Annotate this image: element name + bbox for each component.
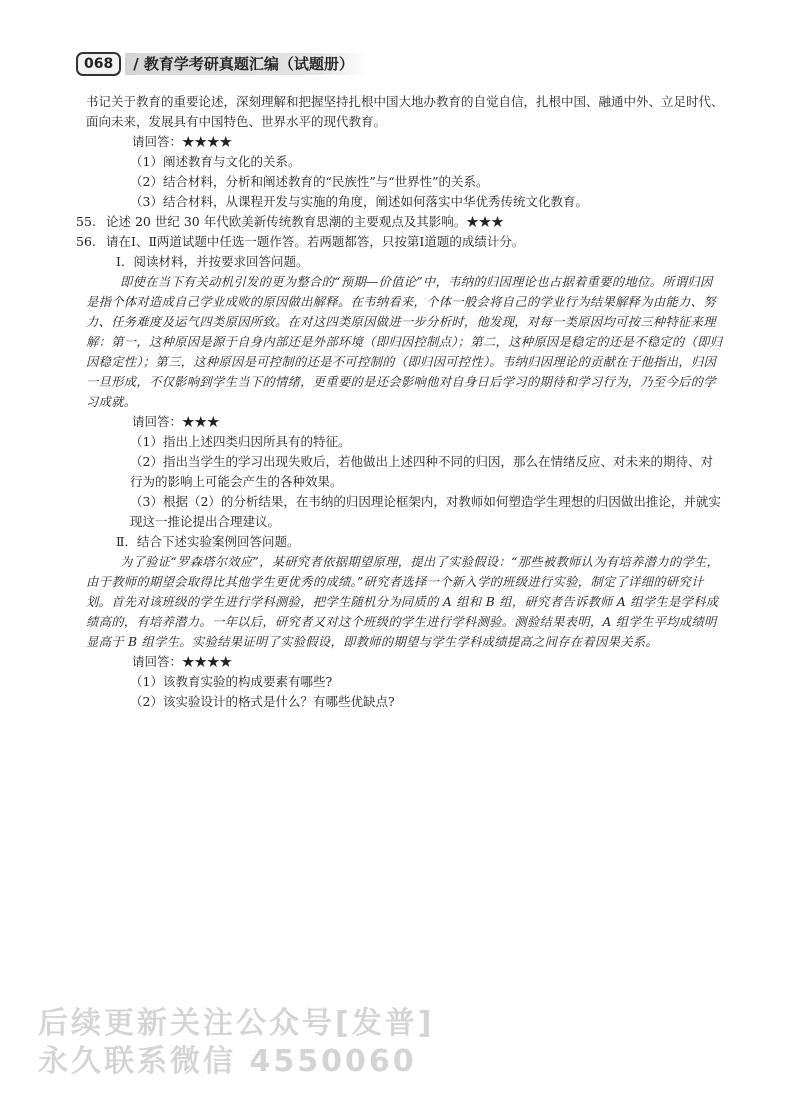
page-content [76,92,724,712]
q56-part1-prompt: 请回答：★★★ [132,414,220,429]
q56-part1-material: 即使在当下有关动机引发的更为整合的“预期—价值论”中，韦纳的归因理论也占据着重要的地位。所谓归因是指个体对造成自己学业成败的原因做出解释。在韦纳看来，个体一般会将自己的学业行为结果解释为由能力、努力、任务难度及运气四类原因所致。在对这四类原因做进一步分析时，他发现，对每一类原因均可按三种特征来理解：第一，这种原因是源于自身内部还是外部环境（即归因控制点）；第二，这种原因是稳定的还是不稳定的（即归因稳定性）；第三，这种原因是可控制的还是不可控制的（即归因可控性）。韦纳归因理论的贡献在于他指出，归因一旦形成，不仅影响到学生当下的情绪，更重要的是还会影响他对自身日后学习的期待和学习行为，乃至今后的学习成就。 [86,275,723,409]
q54-item-2: （2）结合材料，分析和阐述教育的“民族性”与“世界性”的关系。 [130,174,489,189]
q56-part2-heading: Ⅱ．结合下述实验案例回答问题。 [116,534,300,549]
page-number: 068 [76,52,121,76]
q54-tail-text: 书记关于教育的重要论述，深刻理解和把握坚持扎根中国大地办教育的自觉自信，扎根中国、融通中外、立足时代、面向未来，发展具有中国特色、世界水平的现代教育。 [86,94,724,129]
q55-text: 论述 20 世纪 30 年代欧美新传统教育思潮的主要观点及其影响。★★★ [106,214,504,229]
q56-part1-item-3: （3）根据（2）的分析结果，在韦纳的归因理论框架内，对教师如何塑造学生理想的归因做出推论，并就实现这一推论提出合理建议。 [130,494,721,529]
q56-part2-item-1: （1）该教育实验的构成要素有哪些? [130,674,333,689]
question-56 [76,232,724,252]
q54-prompt: 请回答：★★★★ [132,134,233,149]
book-title: / 教育学考研真题汇编（试题册） [125,53,368,75]
q56-part2-material: 为了验证“罗森塔尔效应”，某研究者依据期望原理，提出了实验假设：“那些被教师认为有培养潜力的学生，由于教师的期望会取得比其他学生更优秀的成绩。”研究者选择一个新入学的班级进行实验，制定了详细的研究计划。首先对该班级的学生进行学科测验，把学生随机分为同质的 A 组和 B 组，研究者告诉教师 A 组学生是学科成绩高的，有培养潜力。一年以后，研究者又对这个班级的学生进行学科测验。测验结果表明，A 组学生平均成绩明显高于 B 组学生。实验结果证明了实验假设，即教师的期望与学生学科成绩提高之间存在着因果关系。 [86,555,720,649]
q54-item-3: （3）结合材料，从课程开发与实施的角度，阐述如何落实中华优秀传统文化教育。 [130,194,588,209]
q56-part1-item-2: （2）指出当学生的学习出现失败后，若他做出上述四种不同的归因，那么在情绪反应、对未来的期待、对行为的影响上可能会产生的各种效果。 [130,454,713,489]
q54-item-1: （1）阐述教育与文化的关系。 [130,154,301,169]
q56-text: 请在Ⅰ、Ⅱ两道试题中任选一题作答。若两题都答，只按第Ⅰ道题的成绩计分。 [106,234,525,249]
q56-part1-item-1: （1）指出上述四类归因所具有的特征。 [130,434,351,449]
q56-number: 56. [76,234,96,249]
q56-part2-prompt: 请回答：★★★★ [132,654,233,669]
watermark-line-2: 永久联系微信 4550060 [38,1044,417,1079]
q55-number: 55. [76,214,96,229]
page-header [76,52,368,76]
q56-part2-item-2: （2）该实验设计的格式是什么？有哪些优缺点? [130,694,395,709]
q56-part1-heading: Ⅰ．阅读材料，并按要求回答问题。 [116,254,309,269]
question-55 [76,212,724,232]
watermark-line-1: 后续更新关注公众号[发普] [38,1006,435,1041]
